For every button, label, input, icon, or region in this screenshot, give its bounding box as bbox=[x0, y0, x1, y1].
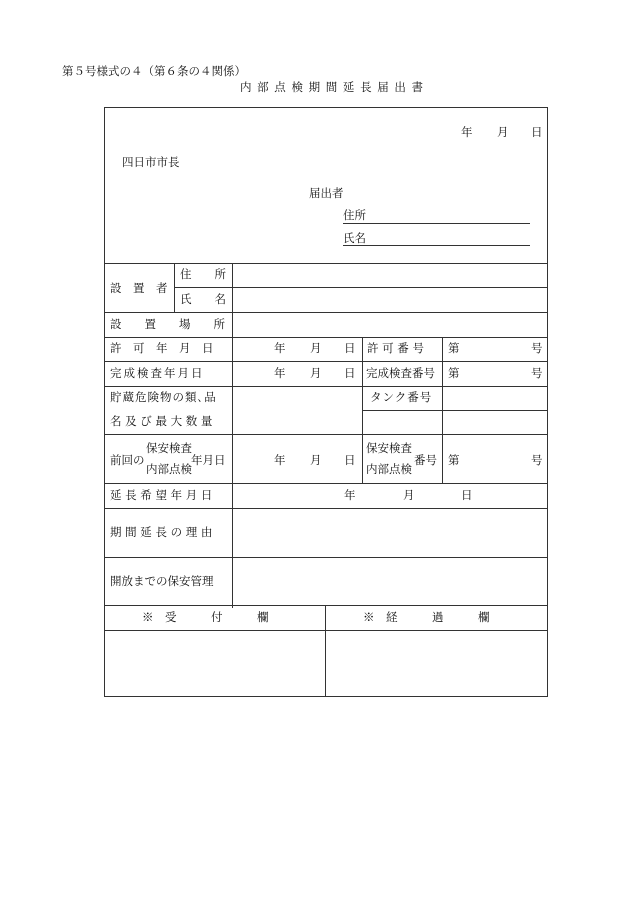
completion-date-month: 月 bbox=[310, 366, 322, 380]
extension-date-day: 日 bbox=[461, 488, 473, 502]
prev-insp-bottom: 内部点検 bbox=[146, 462, 192, 476]
permit-number-prefix: 第 bbox=[448, 341, 460, 355]
submitter-label: 届出者 bbox=[309, 186, 344, 200]
installer-label: 設 置 者 bbox=[110, 281, 168, 295]
installer-address-label: 住 所 bbox=[180, 267, 226, 281]
insp-number-unit: 号 bbox=[531, 453, 543, 467]
prev-insp-prefix: 前回の bbox=[110, 453, 145, 467]
hazmat-label-line2: 名 及 び 最 大 数 量 bbox=[110, 414, 213, 428]
progress-column-header: ※ 経 過 欄 bbox=[363, 610, 490, 624]
submitter-address-label: 住所 bbox=[343, 208, 366, 222]
completion-date-label: 完成検査年月日 bbox=[110, 366, 205, 380]
prev-insp-month: 月 bbox=[310, 453, 322, 467]
insp-number-suffix: 番号 bbox=[414, 453, 437, 467]
permit-number-label: 許 可 番 号 bbox=[367, 341, 424, 355]
completion-number-prefix: 第 bbox=[448, 366, 460, 380]
extension-date-month: 月 bbox=[403, 488, 415, 502]
prev-insp-year: 年 bbox=[274, 453, 286, 467]
permit-date-month: 月 bbox=[310, 341, 322, 355]
form-title: 内 部 点 検 期 間 延 長 届 出 書 bbox=[240, 80, 425, 94]
insp-number-top: 保安検査 bbox=[366, 441, 412, 455]
reception-area[interactable] bbox=[105, 631, 325, 696]
extension-date-year: 年 bbox=[344, 488, 356, 502]
permit-date-label: 許 可 年 月 日 bbox=[110, 341, 214, 355]
prev-insp-day: 日 bbox=[344, 453, 356, 467]
extension-date-label: 延 長 希 望 年 月 日 bbox=[110, 488, 213, 502]
insp-number-prefix: 第 bbox=[448, 453, 460, 467]
prev-insp-suffix: 年月日 bbox=[191, 453, 226, 467]
safety-until-open-label: 開放までの保安管理 bbox=[110, 574, 214, 588]
permit-number-suffix: 号 bbox=[531, 341, 543, 355]
completion-number-label: 完成検査番号 bbox=[366, 366, 435, 380]
insp-number-bottom: 内部点検 bbox=[366, 462, 412, 476]
tank-number-label: タンク番号 bbox=[370, 390, 433, 404]
permit-date-year: 年 bbox=[274, 341, 286, 355]
reception-column-header: ※ 受 付 欄 bbox=[142, 610, 269, 624]
submitter-address-line[interactable] bbox=[343, 223, 530, 224]
date-month-label: 月 bbox=[497, 125, 509, 139]
progress-area[interactable] bbox=[326, 631, 547, 696]
form-number: 第５号様式の４（第６条の４関係） bbox=[62, 64, 246, 78]
installation-place-label: 設 置 場 所 bbox=[110, 317, 225, 331]
completion-date-year: 年 bbox=[274, 366, 286, 380]
completion-number-suffix: 号 bbox=[531, 366, 543, 380]
hazmat-label-line1: 貯蔵危険物の類､品 bbox=[110, 390, 217, 404]
completion-date-day: 日 bbox=[344, 366, 356, 380]
permit-date-day: 日 bbox=[344, 341, 356, 355]
addressee: 四日市市長 bbox=[122, 155, 180, 169]
submitter-name-label: 氏名 bbox=[343, 231, 366, 245]
installer-name-label: 氏 名 bbox=[180, 292, 226, 306]
extension-reason-label: 期 間 延 長 の 理 由 bbox=[110, 525, 213, 539]
prev-insp-top: 保安検査 bbox=[146, 441, 192, 455]
submitter-name-line[interactable] bbox=[343, 245, 530, 246]
date-year-label: 年 bbox=[461, 125, 473, 139]
date-day-label: 日 bbox=[531, 125, 543, 139]
